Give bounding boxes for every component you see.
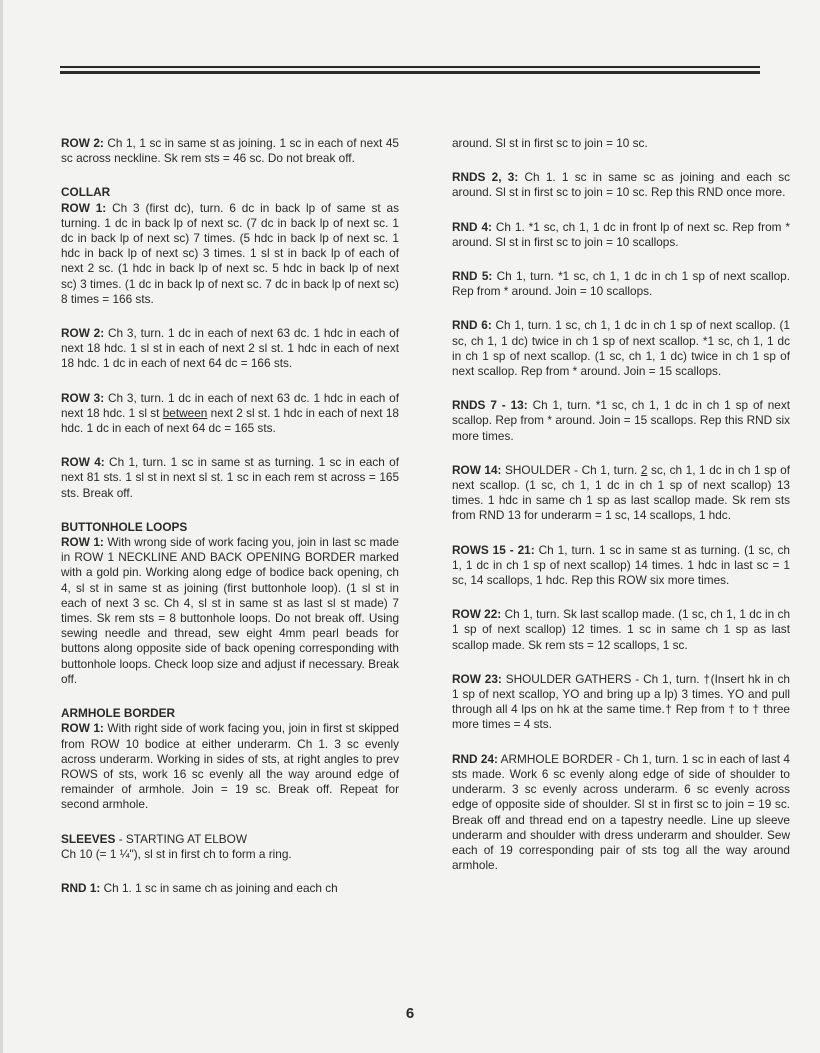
page-edge-shadow (0, 0, 3, 1053)
sleeve-rnd6: RND 6: Ch 1, turn. 1 sc, ch 1, 1 dc in ch 1 sp of next scallop. (1 sc, ch 1, 1 dc) twice in ch 1 sp of next scallop. *1 sc, ch 1, 1 dc in ch 1 sp of next scallop. (1 sc, ch 1, 1 dc) twice in ch 1 sp of next scallop. Rep from * around. Join = 15 scallops. (452, 318, 790, 379)
collar-heading: COLLAR (61, 185, 111, 200)
sleeve-rnd5: RND 5: Ch 1, turn. *1 sc, ch 1, 1 dc in ch 1 sp of next scallop. Rep from * around. Join = 10 scallops. (452, 269, 791, 299)
sleeve-rnds7-13: RNDS 7 - 13: Ch 1, turn. *1 sc, ch 1, 1 dc in ch 1 sp of next scallop. Rep from * around. Join = 15 scallops. Rep this RND six more times. (452, 398, 790, 443)
sleeves-start: Ch 10 (= 1 ¼"), sl st in first ch to form a ring. (61, 846, 292, 861)
armhole-heading: ARMHOLE BORDER (61, 706, 176, 721)
top-rule-thick (60, 71, 760, 74)
armhole-row1: ROW 1: With right side of work facing you, join in first st skipped from ROW 10 bodice at either underarm. Ch 1. 3 sc evenly across underarm. Working in sides of sts, at right angles to prev ROWS of sts, work 16 sc evenly all the way around edge of remainder of armhole. Join = 19 sc. Break off. Repeat for second armhole. (61, 721, 399, 812)
buttonhole-row1: ROW 1: With wrong side of work facing you, join in last sc made in ROW 1 NECKLINE AND BACK OPENING BORDER marked with a gold pin. Working along edge of bodice back opening, ch 4, sl st in same st as joining (first buttonhole loop). (1 sl st in each of next 3 sc. Ch 4, sl st in same st as last sl st made) 7 times. Sk rem sts = 8 buttonhole loops. Do not break off. Using sewing needle and thread, sew eight 4mm pearl beads for buttons along opposite side of back opening corresponding with buttonhole loops. Check loop size and adjust if necessary. Break off. (61, 535, 399, 686)
sleeves-heading: SLEEVES - STARTING AT ELBOW (61, 831, 247, 846)
right-column (452, 136, 790, 873)
collar-row2: ROW 2: Ch 3, turn. 1 dc in each of next 63 dc. 1 hdc in each of next 18 hdc. 1 sl st in each of next 2 sl st. 1 hdc in each of next 18 hdc. 1 dc in each of next 64 dc = 166 sts. (61, 326, 399, 371)
collar-row1: ROW 1: Ch 3 (first dc), turn. 6 dc in back lp of same st as turning. 1 dc in back lp of next sc. (7 dc in back lp of next sc. 1 dc in back lp of next sc) 7 times. (5 hdc in back lp of next sc. 1 hdc in back lp of next sc) 3 times. 1 sl st in back lp of each of next 2 sc. (1 hdc in back lp of next sc. 5 hdc in back lp of next sc) 3 times. (1 dc in back lp of next sc. 7 dc in back lp of next sc) 8 times = 166 sts. (61, 200, 399, 306)
sleeve-rnds2-3: RNDS 2, 3: Ch 1. 1 sc in same sc as joining and each sc around. Sl st in first sc to join = 10 sc. Rep this RND once more. (452, 170, 791, 200)
sleeve-rnd1-cont: around. Sl st in first sc to join = 10 sc. (452, 136, 648, 150)
row2-neckline: ROW 2: Ch 1, 1 sc in same st as joining. 1 sc in each of next 45 sc across neckline. Sk rem sts = 46 sc. Do not break off. (61, 136, 399, 166)
sleeve-rows15-21: ROWS 15 - 21: Ch 1, turn. 1 sc in same st as turning. (1 sc, ch 1, 1 dc in ch 1 sp of next scallop) 14 times. 1 hdc in last sc = 1 sc, 14 scallops, 1 hdc. Rep this ROW six more times. (452, 542, 790, 588)
collar-row4: ROW 4: Ch 1, turn. 1 sc in same st as turning. 1 sc in each of next 81 sts. 1 sl st in next sl st. 1 sc in each rem st across = 165 sts. Break off. (61, 455, 399, 500)
sleeve-row23: ROW 23: SHOULDER GATHERS - Ch 1, turn. †(Insert hk in ch 1 sp of next scallop, YO and bring up a lp) 3 times. YO and pull through all 4 lps on hk at the same time.† Rep from † to † three more times = 4 sts. (452, 671, 790, 732)
top-rule-thin (60, 66, 760, 68)
sleeve-row22: ROW 22: Ch 1, turn. Sk last scallop made. (1 sc, ch 1, 1 dc in ch 1 sp of next scallop) 12 times. 1 sc in same ch 1 sp as last scallop made. Sk rem sts = 12 scallops, 1 sc. (452, 607, 791, 652)
sleeve-row14: ROW 14: SHOULDER - Ch 1, turn. 2 sc, ch 1, 1 dc in ch 1 sp of next scallop. (1 sc, ch 1, 1 dc in ch 1 sp of next scallop) 13 times. 1 hdc in same ch 1 sp as last scallop made. Sk rem sts from RND 13 for underarm = 1 sc, 14 scallops, 1 hdc. (452, 462, 790, 523)
sleeve-rnd24: RND 24: ARMHOLE BORDER - Ch 1, turn. 1 sc in each of last 4 sts made. Work 6 sc evenly along edge of side of shoulder to underarm. 3 sc evenly across underarm. 6 sc evenly across edge of opposite side of shoulder. Sl st in first sc to join = 19 sc. Break off and thread end on a tapestry needle. Line up sleeve underarm and shoulder with dress underarm and shoulder. Sew each of 19 corresponding pair of sts tog all the way around armhole. (452, 751, 790, 873)
sleeve-rnd4: RND 4: Ch 1. *1 sc, ch 1, 1 dc in front lp of next sc. Rep from * around. Sl st in first sc to join = 10 scallops. (452, 219, 791, 249)
buttonhole-heading: BUTTONHOLE LOOPS (61, 519, 188, 534)
sleeve-rnd1: RND 1: Ch 1. 1 sc in same ch as joining and each ch (61, 880, 338, 895)
collar-row3: ROW 3: Ch 3, turn. 1 dc in each of next 63 dc. 1 hdc in each of next 18 hdc. 1 sl st between next 2 sl st. 1 hdc in each of next 18 hdc. 1 dc in each of next 64 dc = 165 sts. (61, 390, 399, 436)
left-column (61, 136, 399, 896)
page-number: 6 (405, 1005, 415, 1022)
